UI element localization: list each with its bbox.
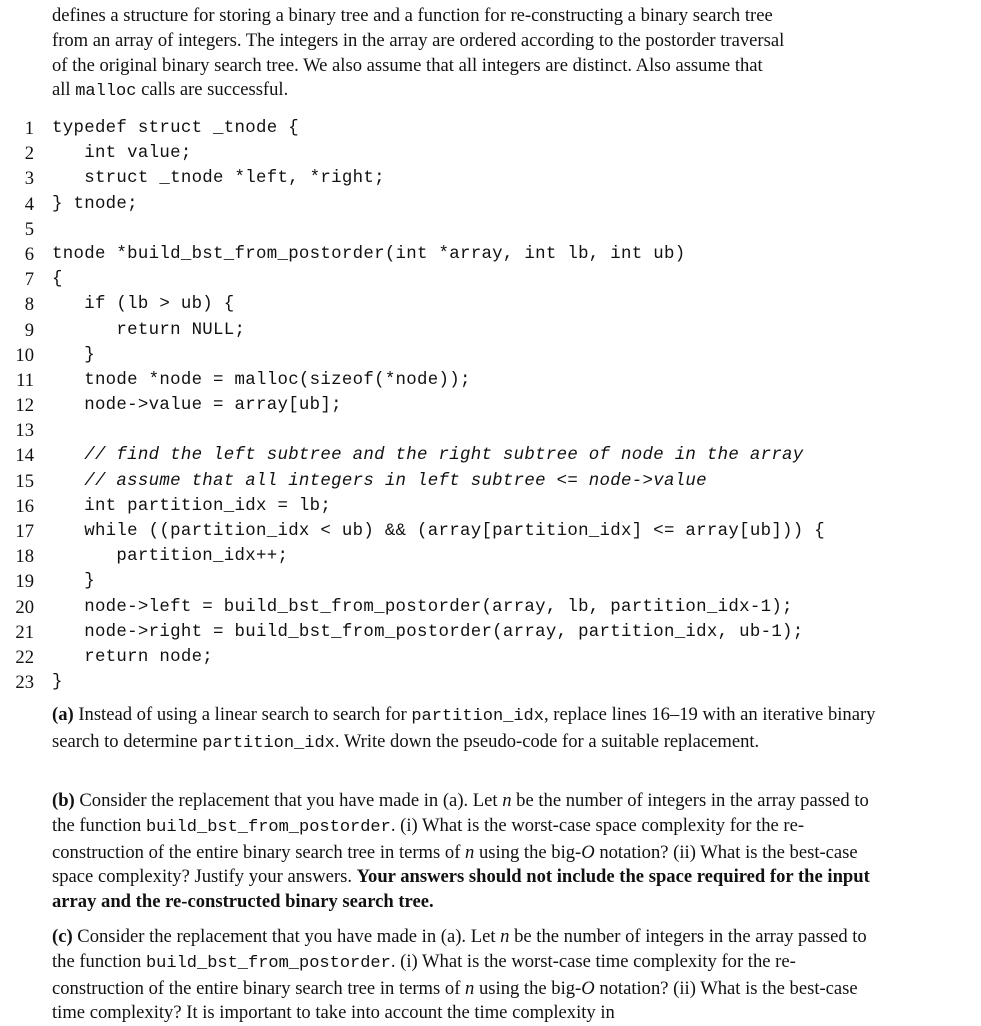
code-text: }: [52, 673, 63, 693]
question-label: (b): [52, 790, 75, 811]
code-line: [0, 670, 981, 695]
question-label: (c): [52, 926, 73, 947]
question-label: (a): [52, 704, 74, 725]
code-line: [0, 418, 981, 443]
line-number: 12: [15, 395, 34, 417]
code-line: [0, 192, 981, 217]
code-line: [0, 569, 981, 594]
code-text: }: [52, 345, 95, 365]
code-line: [0, 166, 981, 191]
inline-code: partition_idx: [202, 733, 335, 753]
intro-line: from an array of integers. The integers in the array are ordered according to the postorder traversal: [52, 29, 785, 51]
emphasis-note: Your answers should not include the space required for the input array and the re-constructed binary search tree.: [52, 866, 870, 913]
inline-code: build_bst_from_postorder: [145, 817, 391, 837]
code-text: int partition_idx = lb;: [52, 496, 332, 516]
code-line: [0, 343, 981, 368]
code-line: [0, 494, 981, 519]
line-number: 14: [15, 445, 34, 467]
code-line: [0, 368, 981, 393]
code-line: [0, 595, 981, 620]
line-number: 22: [15, 646, 34, 668]
code-text: } tnode;: [52, 194, 138, 214]
code-text: node->value = array[ub];: [52, 396, 342, 416]
line-number: 5: [24, 218, 34, 240]
inline-code: partition_idx: [411, 707, 544, 726]
code-text: node->right = build_bst_from_postorder(array, partition_idx, ub-1);: [52, 622, 804, 642]
line-number: 17: [15, 521, 34, 542]
question-c: (c) Consider the replacement that you have made in (a). Let n be the number of integers in the array passed to the function build_bst_from_postorder. (i) What is the worst-case time complexity for the re-construction of the entire binary search tree in terms of n using the big-O notation? (ii) What is the best-case time complexity? It is important to take into account the time complexity in: [52, 926, 867, 1024]
code-text: }: [52, 572, 95, 592]
code-text: return node;: [52, 647, 214, 667]
code-text: typedef struct _tnode {: [52, 119, 299, 138]
code-line: [0, 217, 981, 242]
code-line: [0, 242, 981, 267]
question-b: (b) Consider the replacement that you have made in (a). Let n be the number of integers in the array passed to the function build_bst_from_postorder. (i) What is the worst-case space complexity for the re-construction of the entire binary search tree in terms of n using the big-O notation? (ii) What is the best-case space complexity? Justify your answers. Your answers should not include the space required for the input array and the re-constructed binary search tree.: [52, 790, 870, 913]
line-number: 2: [24, 143, 34, 165]
line-number: 7: [24, 269, 34, 291]
line-number: 15: [15, 470, 34, 492]
intro-line: all malloc calls are successful.: [52, 79, 289, 102]
code-text: int value;: [52, 144, 192, 164]
intro-line: defines a structure for storing a binary tree and a function for re-constructing a binary search tree: [52, 5, 773, 26]
line-number: 21: [15, 621, 34, 643]
line-number: 1: [24, 118, 34, 139]
line-number: 4: [24, 193, 34, 215]
code-text: if (lb > ub) {: [52, 295, 235, 315]
line-number: 3: [24, 168, 34, 190]
code-text: struct _tnode *left, *right;: [52, 169, 385, 189]
line-number: 13: [15, 420, 34, 442]
line-number: 10: [15, 344, 34, 366]
code-text: node->left = build_bst_from_postorder(array, lb, partition_idx-1);: [52, 597, 793, 617]
question-a: (a) Instead of using a linear search to search for partition_idx, replace lines 16–19 with an iterative binary search to determine partition_idx. Write down the pseudo-code for a suitable replacement.: [52, 704, 876, 753]
line-number: 19: [15, 571, 34, 593]
code-line: [0, 267, 981, 292]
code-text: // assume that all integers in left subtree <= node->value: [52, 471, 707, 491]
code-line: [0, 544, 981, 569]
code-text: // find the left subtree and the right subtree of node in the array: [52, 446, 804, 466]
code-line: [0, 469, 981, 494]
code-listing: [0, 116, 981, 695]
code-line: [0, 620, 981, 645]
code-text: {: [52, 270, 63, 290]
code-line: [0, 318, 981, 343]
line-number: 11: [16, 369, 34, 391]
code-text: tnode *node = malloc(sizeof(*node));: [52, 370, 471, 390]
code-line: [0, 645, 981, 670]
code-text: tnode *build_bst_from_postorder(int *array, int lb, int ub): [52, 244, 686, 264]
line-number: 9: [24, 319, 34, 341]
intro-line: of the original binary search tree. We also assume that all integers are distinct. Also assume that: [52, 54, 763, 76]
code-line: [0, 116, 981, 141]
line-number: 23: [15, 672, 34, 694]
code-line: [0, 141, 981, 166]
code-line: [0, 393, 981, 418]
line-number: 8: [24, 294, 34, 316]
code-line: [0, 292, 981, 317]
line-number: 16: [15, 495, 34, 517]
inline-code: build_bst_from_postorder: [145, 953, 391, 973]
code-text: while ((partition_idx < ub) && (array[partition_idx] <= array[ub])) {: [52, 522, 825, 541]
code-text: return NULL;: [52, 320, 246, 340]
line-number: 6: [24, 243, 34, 265]
line-number: 20: [15, 596, 34, 618]
code-line: [0, 519, 981, 544]
code-line: [0, 443, 981, 468]
code-text: partition_idx++;: [52, 547, 289, 567]
inline-code: malloc: [75, 82, 137, 102]
intro-paragraph: [52, 4, 882, 105]
line-number: 18: [15, 546, 34, 568]
